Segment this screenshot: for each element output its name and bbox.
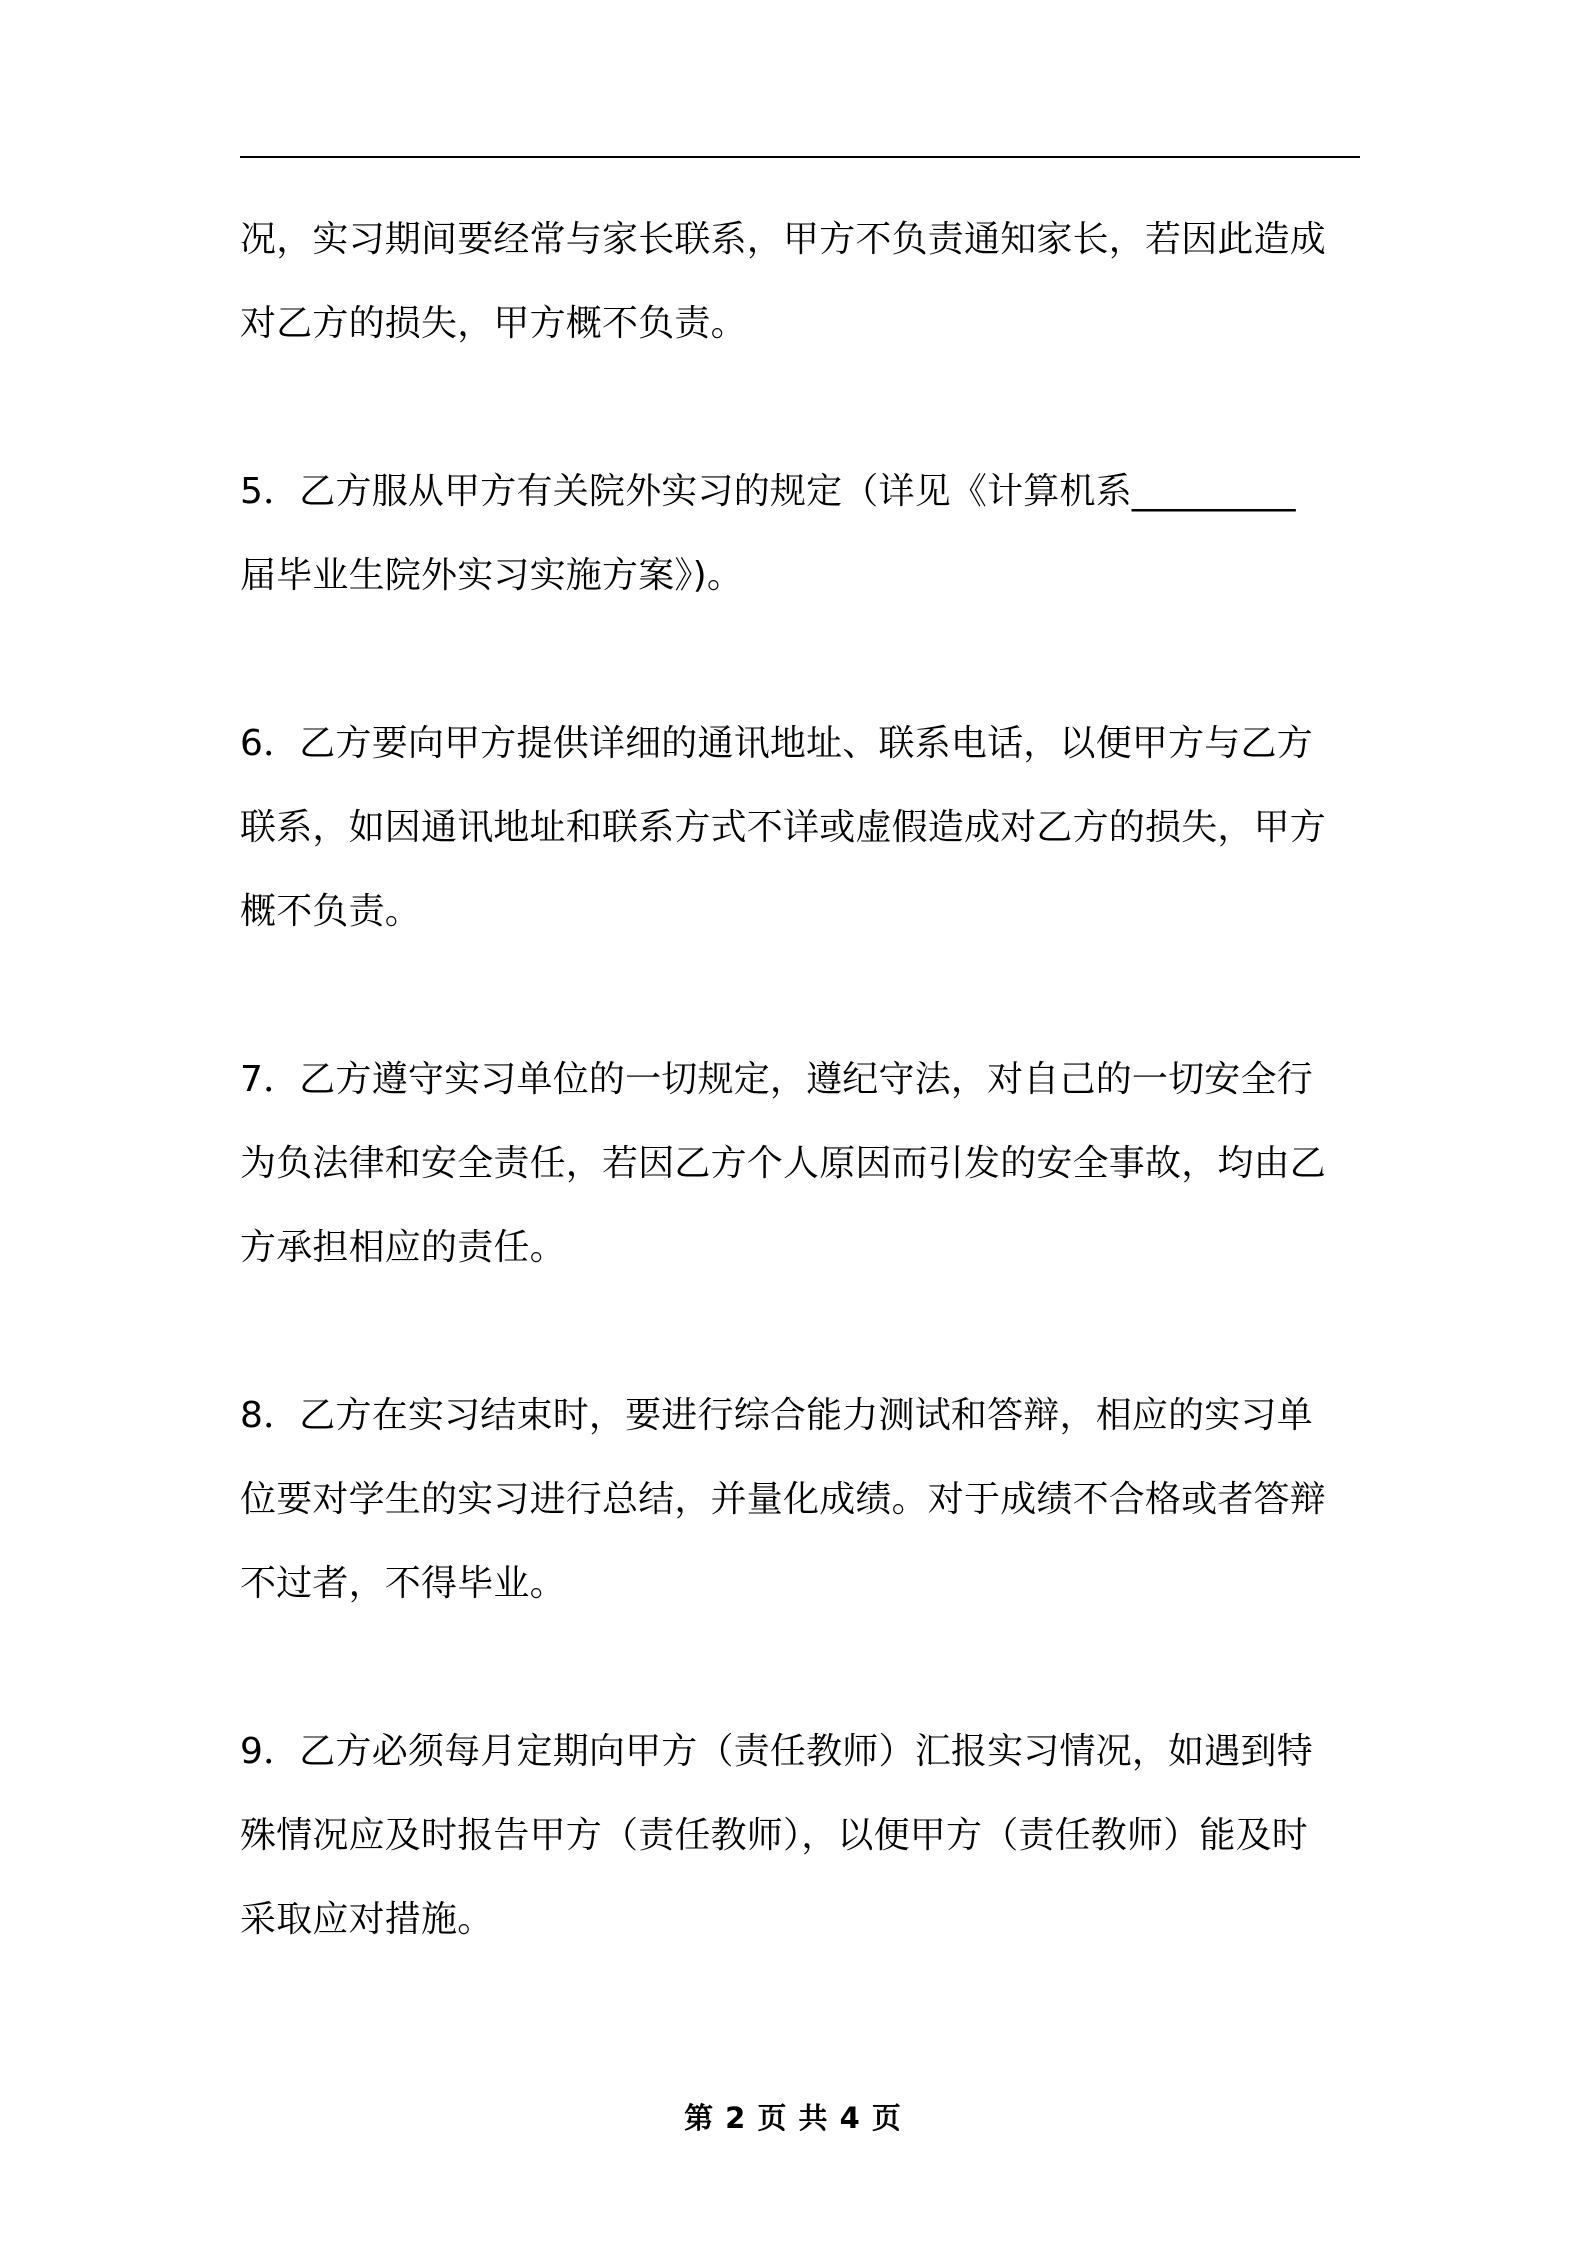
paragraph-item-6 — [240, 702, 1362, 954]
paragraph-gap — [240, 954, 1362, 1038]
paragraph-line: 5．乙方服从甲方有关院外实习的规定（详见《计算机系_________ — [240, 471, 1296, 512]
paragraph-item-8 — [240, 1374, 1362, 1626]
document-body — [240, 198, 1362, 1962]
paragraph-item-9 — [240, 1710, 1362, 1962]
paragraph-gap — [240, 1290, 1362, 1374]
paragraph-line: 9．乙方必须每月定期向甲方（责任教师）汇报实习情况，如遇到特 — [240, 1731, 1313, 1772]
paragraph-line: 概不负责。 — [240, 891, 422, 932]
paragraph-gap — [240, 1626, 1362, 1710]
paragraph-line: 不过者，不得毕业。 — [240, 1563, 566, 1604]
paragraph-line: 殊情况应及时报告甲方（责任教师），以便甲方（责任教师）能及时 — [240, 1815, 1309, 1856]
paragraph-item-5 — [240, 450, 1362, 618]
paragraph-line: 7．乙方遵守实习单位的一切规定，遵纪守法，对自己的一切安全行 — [240, 1059, 1313, 1100]
paragraph-line: 6．乙方要向甲方提供详细的通讯地址、联系电话，以便甲方与乙方 — [240, 723, 1313, 764]
paragraph-line: 采取应对措施。 — [240, 1899, 494, 1940]
paragraph-line: 届毕业生院外实习实施方案》)。 — [240, 555, 744, 596]
paragraph-line: 联系，如因通讯地址和联系方式不详或虚假造成对乙方的损失，甲方 — [240, 807, 1327, 848]
header-rule — [240, 156, 1360, 158]
paragraph-gap — [240, 618, 1362, 702]
paragraph-gap — [240, 366, 1362, 450]
paragraph-line: 位要对学生的实习进行总结，并量化成绩。对于成绩不合格或者答辩 — [240, 1479, 1327, 1520]
paragraph-line: 况，实习期间要经常与家长联系，甲方不负责通知家长，若因此造成 — [240, 219, 1327, 260]
paragraph-line: 8．乙方在实习结束时，要进行综合能力测试和答辩，相应的实习单 — [240, 1395, 1313, 1436]
paragraph-continuation — [240, 198, 1362, 366]
paragraph-line: 方承担相应的责任。 — [240, 1227, 566, 1268]
paragraph-item-7 — [240, 1038, 1362, 1290]
paragraph-line: 对乙方的损失，甲方概不负责。 — [240, 303, 747, 344]
page-footer: 第 2 页 共 4 页 — [684, 2101, 902, 2135]
paragraph-line: 为负法律和安全责任，若因乙方个人原因而引发的安全事故，均由乙 — [240, 1143, 1327, 1184]
